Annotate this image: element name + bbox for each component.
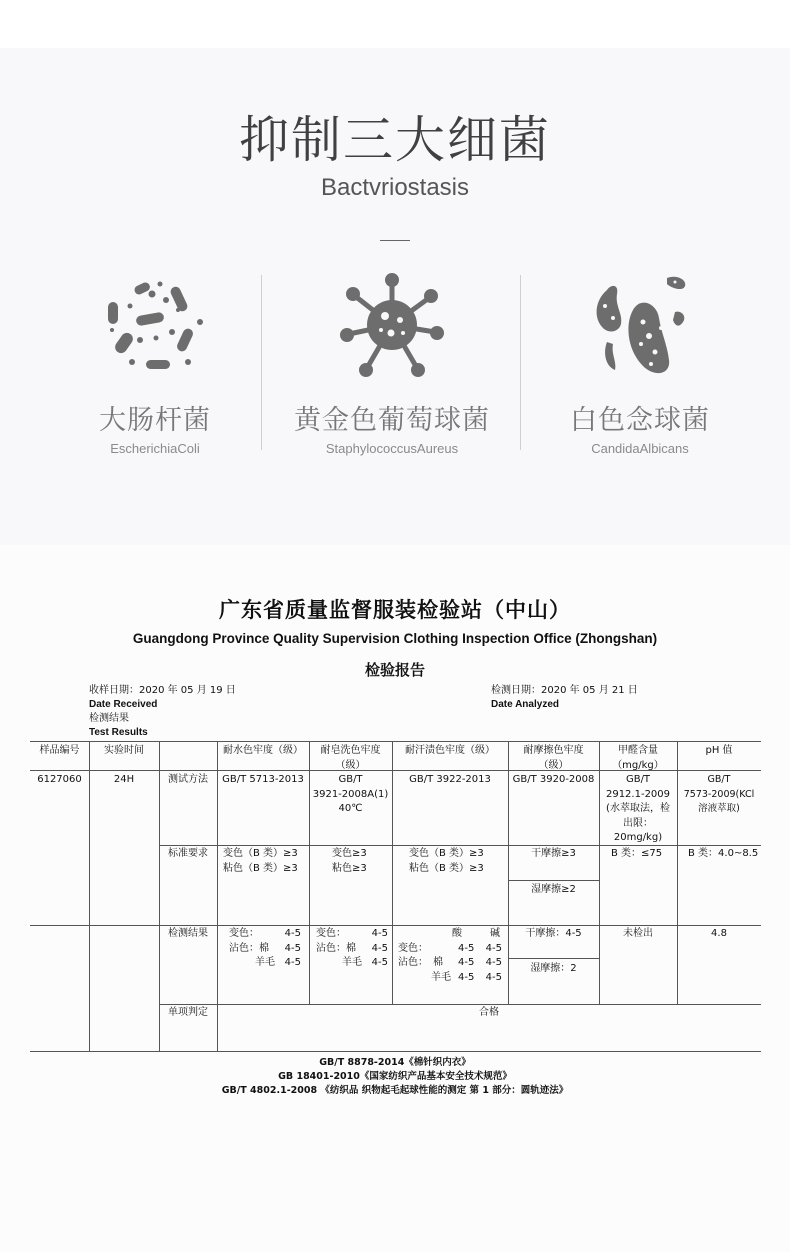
test-results-label-en: Test Results <box>89 727 148 738</box>
method-line: 溶液萃取) <box>698 803 740 814</box>
th-rub-line: （级） <box>538 759 569 771</box>
th-hcho-line: 甲醛含量 <box>618 745 658 756</box>
method-line: 7573-2009(KCl <box>683 788 755 800</box>
result-label: 羊毛 <box>255 957 275 968</box>
result-value: 4-5 <box>371 942 388 954</box>
bacteria-latin: CandidaAlbicans <box>591 441 689 456</box>
th-hcho-line: （mg/kg） <box>612 759 664 771</box>
report-org-title: 广东省质量监督服装检验站（中山） <box>219 598 571 622</box>
method-line: GB/T <box>338 774 363 785</box>
th-rub <box>508 744 599 773</box>
cell-result-soap <box>316 927 388 971</box>
bacteria-item-candida <box>510 270 770 456</box>
standard-line: 粘色（B 类）≥3 <box>409 862 484 874</box>
method-line: 3921-2008A(1) <box>312 788 389 800</box>
cell-sample-no: 6127060 <box>37 774 82 785</box>
th-ph: pH 值 <box>705 745 733 756</box>
th-soap-line: （级） <box>335 759 366 771</box>
method-line: 出限： <box>623 817 653 829</box>
cell-method-rub: GB/T 3920-2008 <box>512 774 595 785</box>
bacteria-name: 白色念球菌 <box>570 405 710 436</box>
staphylococcus-icon <box>337 270 447 380</box>
result-label: 变色： <box>316 928 346 939</box>
cell-method-hcho <box>599 773 677 846</box>
result-label: 羊毛 <box>342 957 362 968</box>
cell-standard-soap <box>332 847 392 876</box>
method-line: 2912.1-2009 <box>605 788 671 800</box>
result-line <box>316 927 388 942</box>
result-value: 4-5 <box>284 928 301 939</box>
cell-method-water: GB/T 5713-2013 <box>222 774 304 785</box>
standard-line: 粘色≥3 <box>332 862 367 874</box>
standard-line: 变色（B 类）≥3 <box>223 848 298 859</box>
result-value: 4-5 <box>284 957 301 968</box>
cell-standard-sweat <box>409 847 508 876</box>
cell-exp-time: 24H <box>113 774 135 785</box>
result-value: 4-5 <box>458 957 475 968</box>
cell-standard-water <box>223 847 309 876</box>
e-coli-icon <box>100 270 210 380</box>
date-analyzed: 检测日期：2020 年 05 月 21 日 <box>491 685 638 696</box>
sweat-alkali-header: 碱 <box>490 928 500 939</box>
cell-result-rub-wet: 湿摩擦：2 <box>530 963 577 974</box>
hero-divider <box>380 240 410 241</box>
report-meta-left <box>89 684 236 740</box>
test-results-label: 检测结果 <box>89 713 129 724</box>
report-org-title-en: Guangdong Province Quality Supervision Clothing Inspection Office (Zhongshan) <box>132 631 658 646</box>
result-label: 羊毛 <box>431 971 451 983</box>
result-value: 4-5 <box>284 942 301 954</box>
bacteria-item-e-coli <box>25 270 285 456</box>
report-meta-right <box>491 684 638 712</box>
standard-line: 变色（B 类）≥3 <box>409 848 484 859</box>
result-line <box>398 956 502 971</box>
cell-result-ph: 4.8 <box>711 928 727 939</box>
result-line <box>229 956 301 971</box>
standard-line: 粘色（B 类）≥3 <box>223 862 298 874</box>
standard-ref: GB 18401-2010《国家纺织产品基本安全技术规范》 <box>278 1071 512 1082</box>
cell-result-hcho: 未检出 <box>623 928 653 939</box>
th-soap <box>309 744 392 773</box>
cell-standard-rub-wet: 湿摩擦≥2 <box>531 884 576 895</box>
result-value: 4-5 <box>485 971 502 983</box>
report-heading: 检验报告 <box>364 661 425 679</box>
sweat-acid-header: 酸 <box>452 928 462 939</box>
cell-standard-hcho: B 类：≤75 <box>611 848 663 859</box>
row-label-standard: 标准要求 <box>168 848 208 859</box>
th-sample-no: 样品编号 <box>39 745 80 756</box>
th-rub-line: 耐摩擦色牢度 <box>523 745 584 756</box>
cell-method-soap <box>309 773 392 817</box>
standard-ref: GB/T 4802.1-2008 《纺织品 织物起毛起球性能的测定 第 1 部分：圆轨迹法》 <box>221 1085 569 1096</box>
bacteria-latin: EscherichiaColi <box>110 441 200 456</box>
bacteria-name: 大肠杆菌 <box>99 405 211 436</box>
cell-result-rub-dry: 干摩擦：4-5 <box>525 928 582 939</box>
result-line <box>316 942 388 957</box>
date-received-en: Date Received <box>89 699 158 710</box>
candida-icon <box>585 270 695 380</box>
result-line <box>398 971 502 986</box>
result-line <box>229 942 301 957</box>
cell-standard-ph: B 类：4.0~8.5 <box>688 848 759 859</box>
bacteria-name: 黄金色葡萄球菌 <box>294 405 490 436</box>
method-line: (水萃取法，检 <box>606 803 670 814</box>
cell-result-sweat <box>398 927 502 985</box>
th-exp-time: 实验时间 <box>104 745 144 756</box>
cell-method-sweat: GB/T 3922-2013 <box>409 774 491 785</box>
th-hcho <box>599 744 677 773</box>
hero-subtitle: Bactvriostasis <box>320 174 470 201</box>
cell-result-water <box>229 927 301 971</box>
method-line: GB/T <box>625 774 651 785</box>
cell-verdict: 合格 <box>479 1007 499 1018</box>
row-label-method: 测试方法 <box>168 774 208 785</box>
row-label-result: 检测结果 <box>168 928 208 939</box>
row-label-verdict: 单项判定 <box>168 1007 208 1018</box>
result-value: 4-5 <box>485 942 502 954</box>
result-value: 4-5 <box>458 971 475 983</box>
method-line: 20mg/kg) <box>613 832 663 843</box>
standard-line: 变色≥3 <box>332 848 367 859</box>
cell-method-ph <box>677 773 761 817</box>
cell-standard-rub-dry: 干摩擦≥3 <box>531 848 576 859</box>
result-value: 4-5 <box>458 942 475 954</box>
result-line <box>229 927 301 942</box>
result-label: 变色： <box>398 942 428 954</box>
result-value: 4-5 <box>371 957 388 968</box>
result-label: 沾色：棉 <box>316 942 356 954</box>
standard-ref: GB/T 8878-2014《棉针织内衣》 <box>319 1057 471 1068</box>
method-line: GB/T <box>707 774 731 785</box>
result-label: 沾色：棉 <box>229 942 269 954</box>
bacteria-latin: StaphylococcusAureus <box>325 441 459 456</box>
th-sweat: 耐汗渍色牢度（级） <box>405 745 495 756</box>
result-value: 4-5 <box>371 928 388 939</box>
method-line: 40℃ <box>338 803 363 814</box>
result-line <box>398 927 502 942</box>
th-water: 耐水色牢度（级） <box>223 745 303 756</box>
result-line <box>398 942 502 957</box>
result-value: 4-5 <box>485 957 502 968</box>
result-line <box>316 956 388 971</box>
date-received: 收样日期：2020 年 05 月 19 日 <box>89 685 236 696</box>
result-label: 变色： <box>229 928 259 939</box>
result-label: 沾色： 棉 <box>398 957 443 968</box>
report-panel <box>0 545 790 1252</box>
hero-title: 抑制三大细菌 <box>239 111 551 169</box>
bacteria-item-staphylococcus <box>262 270 522 456</box>
date-analyzed-en: Date Analyzed <box>491 699 559 710</box>
th-soap-line: 耐皂洗色牢度 <box>320 745 381 756</box>
